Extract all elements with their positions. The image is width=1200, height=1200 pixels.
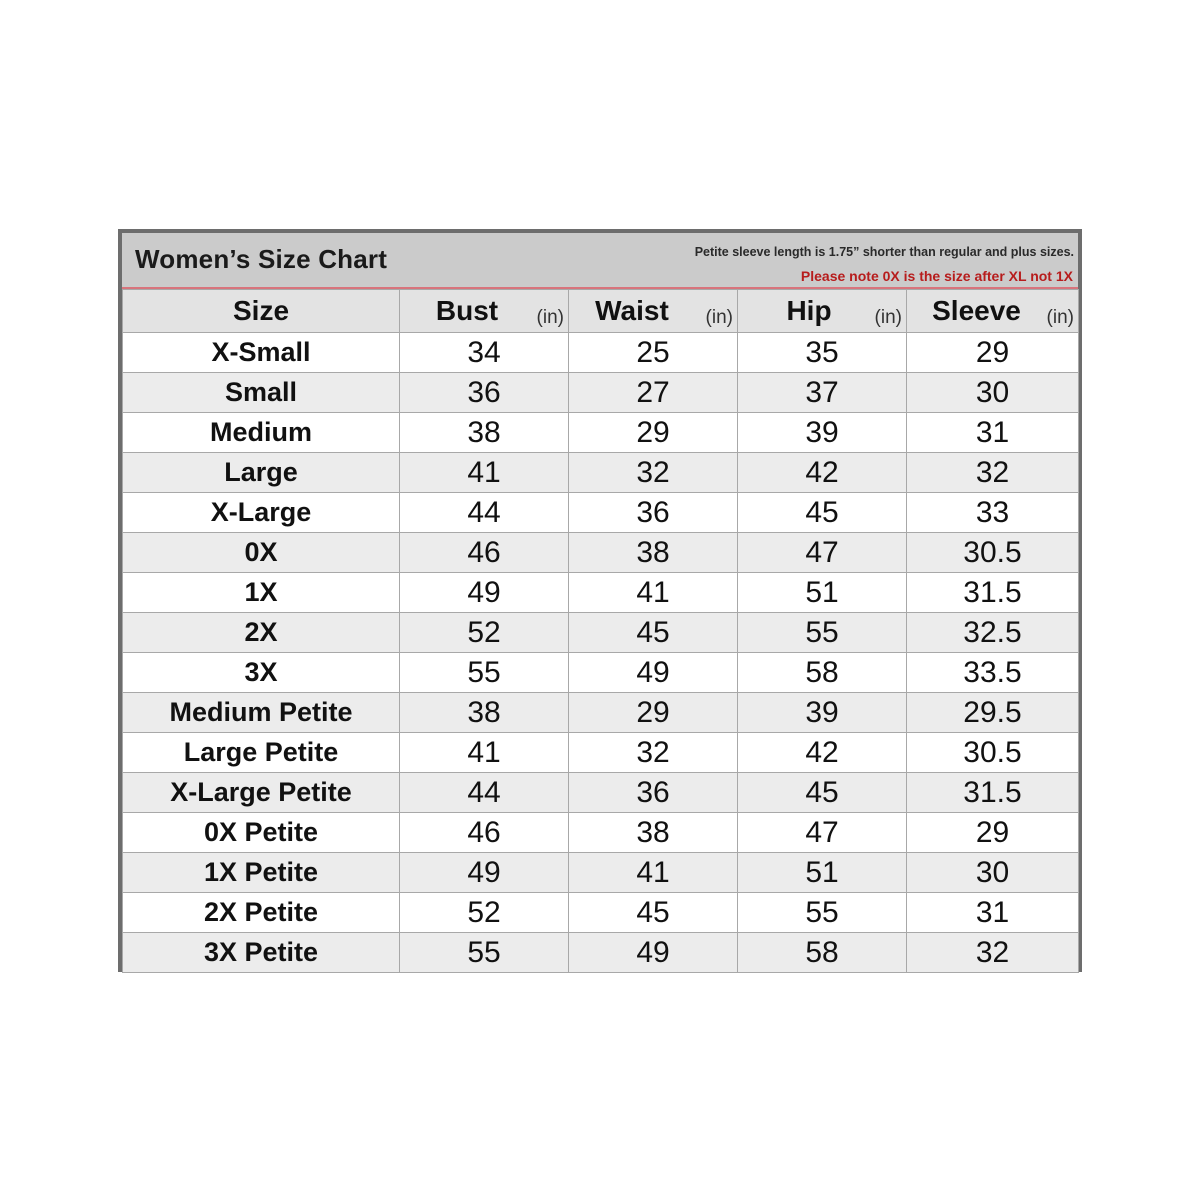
hip-cell: 47 — [738, 813, 907, 853]
sleeve-cell: 31.5 — [907, 573, 1079, 613]
table-row — [123, 373, 1079, 413]
column-header-waist — [569, 290, 738, 333]
size-cell: 0X — [123, 533, 400, 573]
size-cell: Medium Petite — [123, 693, 400, 733]
hip-cell: 55 — [738, 613, 907, 653]
waist-cell: 41 — [569, 853, 738, 893]
sleeve-cell: 33 — [907, 493, 1079, 533]
bust-cell: 44 — [400, 493, 569, 533]
column-unit: (in) — [874, 307, 902, 328]
bust-cell: 52 — [400, 613, 569, 653]
bust-cell: 52 — [400, 893, 569, 933]
size-cell: 3X — [123, 653, 400, 693]
bust-cell: 41 — [400, 733, 569, 773]
waist-cell: 38 — [569, 533, 738, 573]
size-order-note: Please note 0X is the size after XL not 1X — [800, 268, 1073, 284]
waist-cell: 38 — [569, 813, 738, 853]
sleeve-cell: 30 — [907, 853, 1079, 893]
column-header-label: Sleeve — [932, 295, 1021, 326]
hip-cell: 47 — [738, 533, 907, 573]
petite-sleeve-note: Petite sleeve length is 1.75” shorter than regular and plus sizes. — [694, 245, 1074, 259]
column-header-sleeve — [907, 290, 1079, 333]
table-row — [123, 813, 1079, 853]
sleeve-cell: 33.5 — [907, 653, 1079, 693]
waist-cell: 49 — [569, 653, 738, 693]
sleeve-cell: 29 — [907, 333, 1079, 373]
size-cell: Large — [123, 453, 400, 493]
hip-cell: 37 — [738, 373, 907, 413]
waist-cell: 49 — [569, 933, 738, 973]
sleeve-cell: 32 — [907, 933, 1079, 973]
bust-cell: 55 — [400, 933, 569, 973]
sleeve-cell: 32 — [907, 453, 1079, 493]
bust-cell: 34 — [400, 333, 569, 373]
bust-cell: 38 — [400, 413, 569, 453]
size-table — [122, 289, 1079, 973]
size-chart-frame — [118, 229, 1082, 972]
waist-cell: 25 — [569, 333, 738, 373]
table-row — [123, 333, 1079, 373]
size-cell: 2X Petite — [123, 893, 400, 933]
column-header-size — [123, 290, 400, 333]
size-cell: 3X Petite — [123, 933, 400, 973]
hip-cell: 42 — [738, 733, 907, 773]
size-cell: 0X Petite — [123, 813, 400, 853]
bust-cell: 36 — [400, 373, 569, 413]
size-cell: Small — [123, 373, 400, 413]
column-unit: (in) — [536, 307, 564, 328]
waist-cell: 41 — [569, 573, 738, 613]
table-row — [123, 653, 1079, 693]
sleeve-cell: 30 — [907, 373, 1079, 413]
table-body — [123, 333, 1079, 973]
table-row — [123, 573, 1079, 613]
sleeve-cell: 32.5 — [907, 613, 1079, 653]
table-row — [123, 493, 1079, 533]
hip-cell: 39 — [738, 413, 907, 453]
bust-cell: 46 — [400, 533, 569, 573]
table-row — [123, 693, 1079, 733]
table-row — [123, 453, 1079, 493]
sleeve-cell: 29 — [907, 813, 1079, 853]
hip-cell: 58 — [738, 933, 907, 973]
column-header-label: Size — [232, 295, 290, 326]
waist-cell: 45 — [569, 613, 738, 653]
sleeve-cell: 31 — [907, 893, 1079, 933]
table-row — [123, 893, 1079, 933]
sleeve-cell: 29.5 — [907, 693, 1079, 733]
bust-cell: 55 — [400, 653, 569, 693]
hip-cell: 55 — [738, 893, 907, 933]
waist-cell: 36 — [569, 773, 738, 813]
size-cell: X-Small — [123, 333, 400, 373]
column-header-hip — [738, 290, 907, 333]
chart-title: Women’s Size Chart — [135, 244, 388, 274]
sleeve-cell: 31.5 — [907, 773, 1079, 813]
bust-cell: 38 — [400, 693, 569, 733]
table-row — [123, 413, 1079, 453]
hip-cell: 51 — [738, 853, 907, 893]
column-header-bust — [400, 290, 569, 333]
waist-cell: 32 — [569, 453, 738, 493]
column-header-label: Waist — [595, 295, 669, 326]
hip-cell: 39 — [738, 693, 907, 733]
hip-cell: 51 — [738, 573, 907, 613]
bust-cell: 44 — [400, 773, 569, 813]
column-header-label: Bust — [435, 295, 499, 326]
table-row — [123, 773, 1079, 813]
table-row — [123, 933, 1079, 973]
size-cell: X-Large Petite — [123, 773, 400, 813]
size-cell: Large Petite — [123, 733, 400, 773]
bust-cell: 49 — [400, 573, 569, 613]
hip-cell: 58 — [738, 653, 907, 693]
waist-cell: 29 — [569, 413, 738, 453]
table-row — [123, 733, 1079, 773]
hip-cell: 35 — [738, 333, 907, 373]
size-cell: 1X Petite — [123, 853, 400, 893]
column-unit: (in) — [705, 307, 733, 328]
bust-cell: 46 — [400, 813, 569, 853]
waist-cell: 32 — [569, 733, 738, 773]
table-header-row — [123, 290, 1079, 333]
waist-cell: 45 — [569, 893, 738, 933]
size-cell: Medium — [123, 413, 400, 453]
hip-cell: 42 — [738, 453, 907, 493]
title-bar — [122, 233, 1078, 289]
bust-cell: 49 — [400, 853, 569, 893]
hip-cell: 45 — [738, 773, 907, 813]
sleeve-cell: 30.5 — [907, 733, 1079, 773]
table-row — [123, 613, 1079, 653]
bust-cell: 41 — [400, 453, 569, 493]
column-unit: (in) — [1046, 307, 1074, 328]
size-cell: X-Large — [123, 493, 400, 533]
waist-cell: 27 — [569, 373, 738, 413]
column-header-label: Hip — [786, 295, 832, 326]
waist-cell: 29 — [569, 693, 738, 733]
hip-cell: 45 — [738, 493, 907, 533]
waist-cell: 36 — [569, 493, 738, 533]
sleeve-cell: 31 — [907, 413, 1079, 453]
size-cell: 2X — [123, 613, 400, 653]
sleeve-cell: 30.5 — [907, 533, 1079, 573]
table-row — [123, 533, 1079, 573]
size-cell: 1X — [123, 573, 400, 613]
table-row — [123, 853, 1079, 893]
